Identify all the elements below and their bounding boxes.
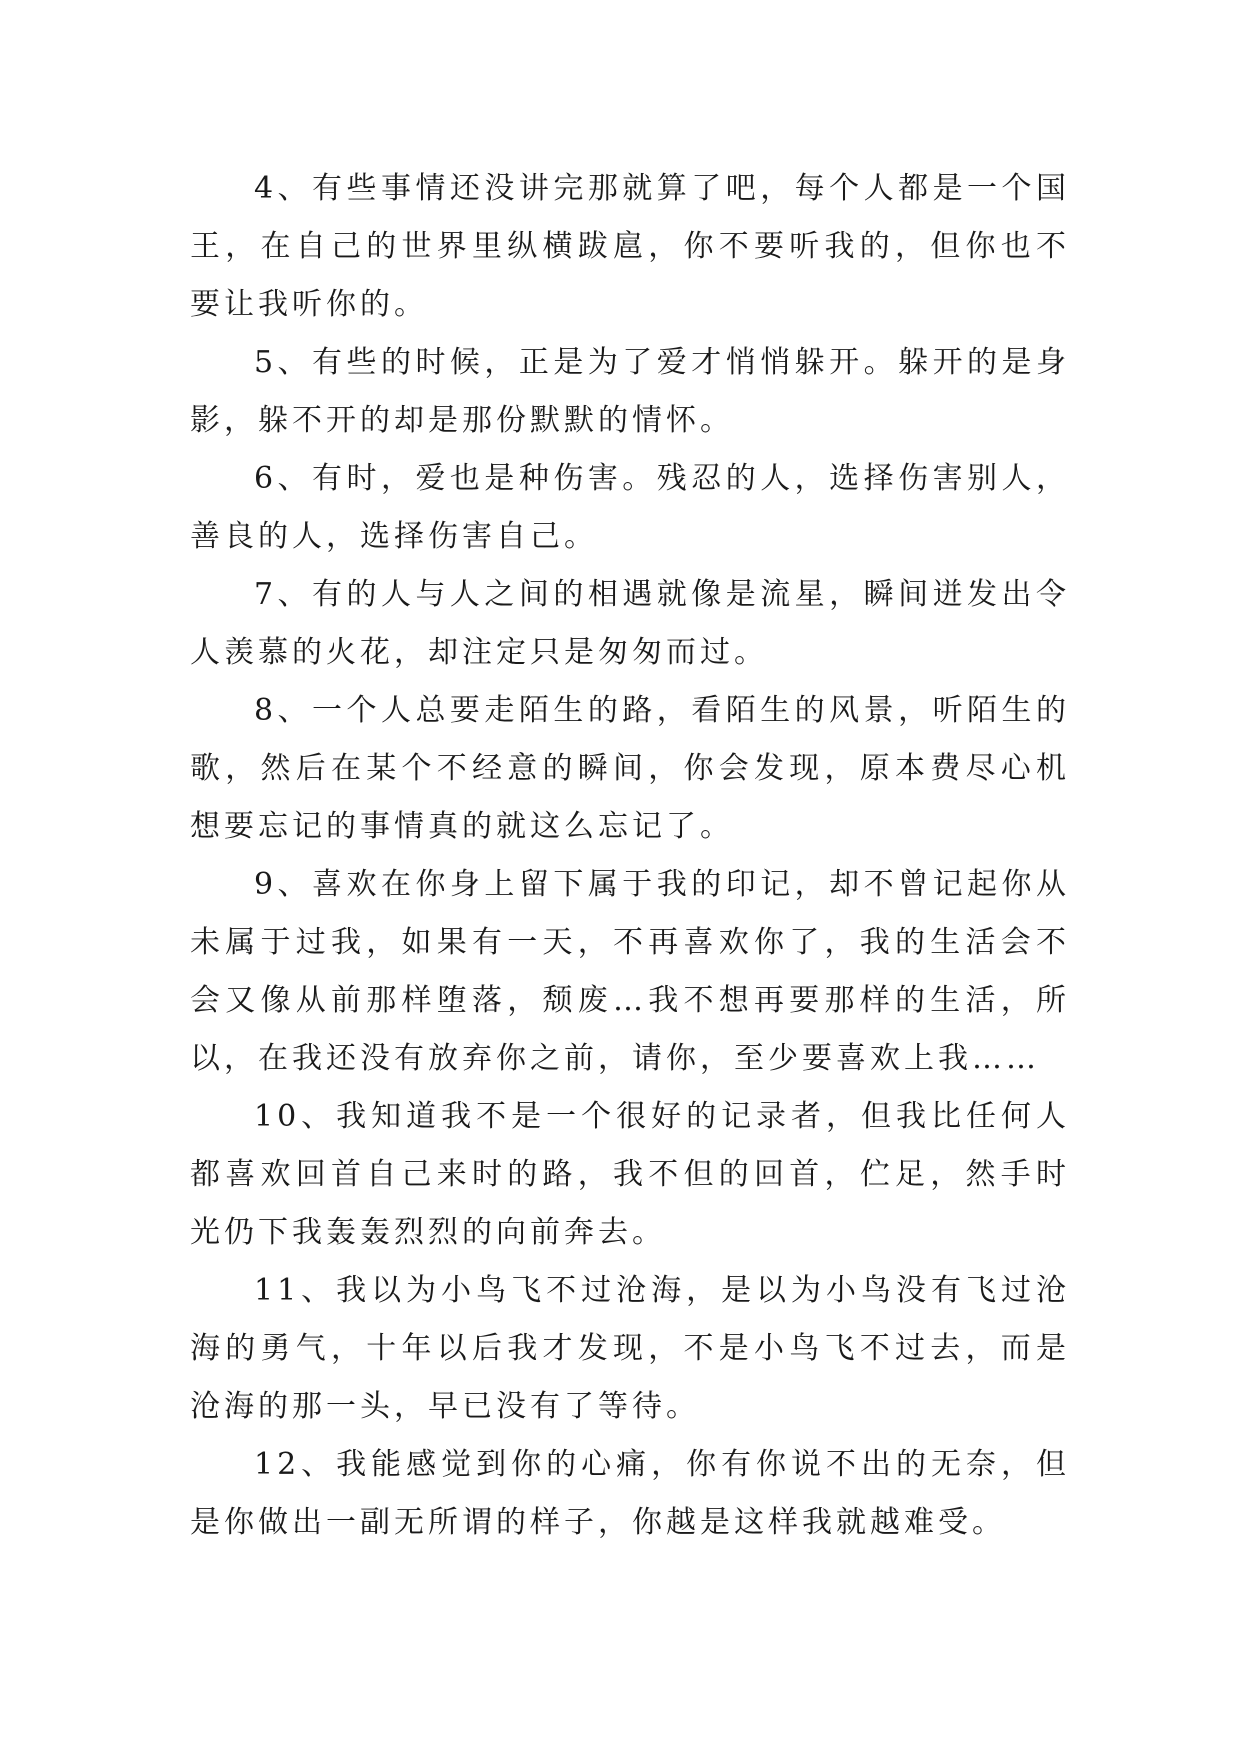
paragraph-5: 5、有些的时候，正是为了爱才悄悄躲开。躲开的是身影，躲不开的却是那份默默的情怀。 (190, 345, 1070, 438)
paragraph-6: 6、有时，爱也是种伤害。残忍的人，选择伤害别人，善良的人，选择伤害自己。 (190, 461, 1070, 554)
document-body (190, 160, 1070, 1552)
paragraph-4: 4、有些事情还没讲完那就算了吧，每个人都是一个国王，在自己的世界里纵横跋扈，你不要听我的，但你也不要让我听你的。 (190, 171, 1070, 322)
paragraph-10: 10、我知道我不是一个很好的记录者，但我比任何人都喜欢回首自己来时的路，我不但的回首，伫足，然手时光仍下我轰轰烈烈的向前奔去。 (190, 1099, 1070, 1250)
paragraph-7: 7、有的人与人之间的相遇就像是流星，瞬间迸发出令人羡慕的火花，却注定只是匆匆而过。 (190, 577, 1070, 670)
paragraph-11: 11、我以为小鸟飞不过沧海，是以为小鸟没有飞过沧海的勇气，十年以后我才发现，不是小鸟飞不过去，而是沧海的那一头，早已没有了等待。 (190, 1273, 1070, 1424)
paragraph-8: 8、一个人总要走陌生的路，看陌生的风景，听陌生的歌，然后在某个不经意的瞬间，你会发现，原本费尽心机想要忘记的事情真的就这么忘记了。 (190, 693, 1070, 844)
paragraph-12: 12、我能感觉到你的心痛，你有你说不出的无奈，但是你做出一副无所谓的样子，你越是这样我就越难受。 (190, 1447, 1070, 1540)
paragraph-9: 9、喜欢在你身上留下属于我的印记，却不曾记起你从未属于过我，如果有一天，不再喜欢你了，我的生活会不会又像从前那样堕落，颓废…我不想再要那样的生活，所以，在我还没有放弃你之前，请你，至少要喜欢上我…… (190, 867, 1070, 1076)
